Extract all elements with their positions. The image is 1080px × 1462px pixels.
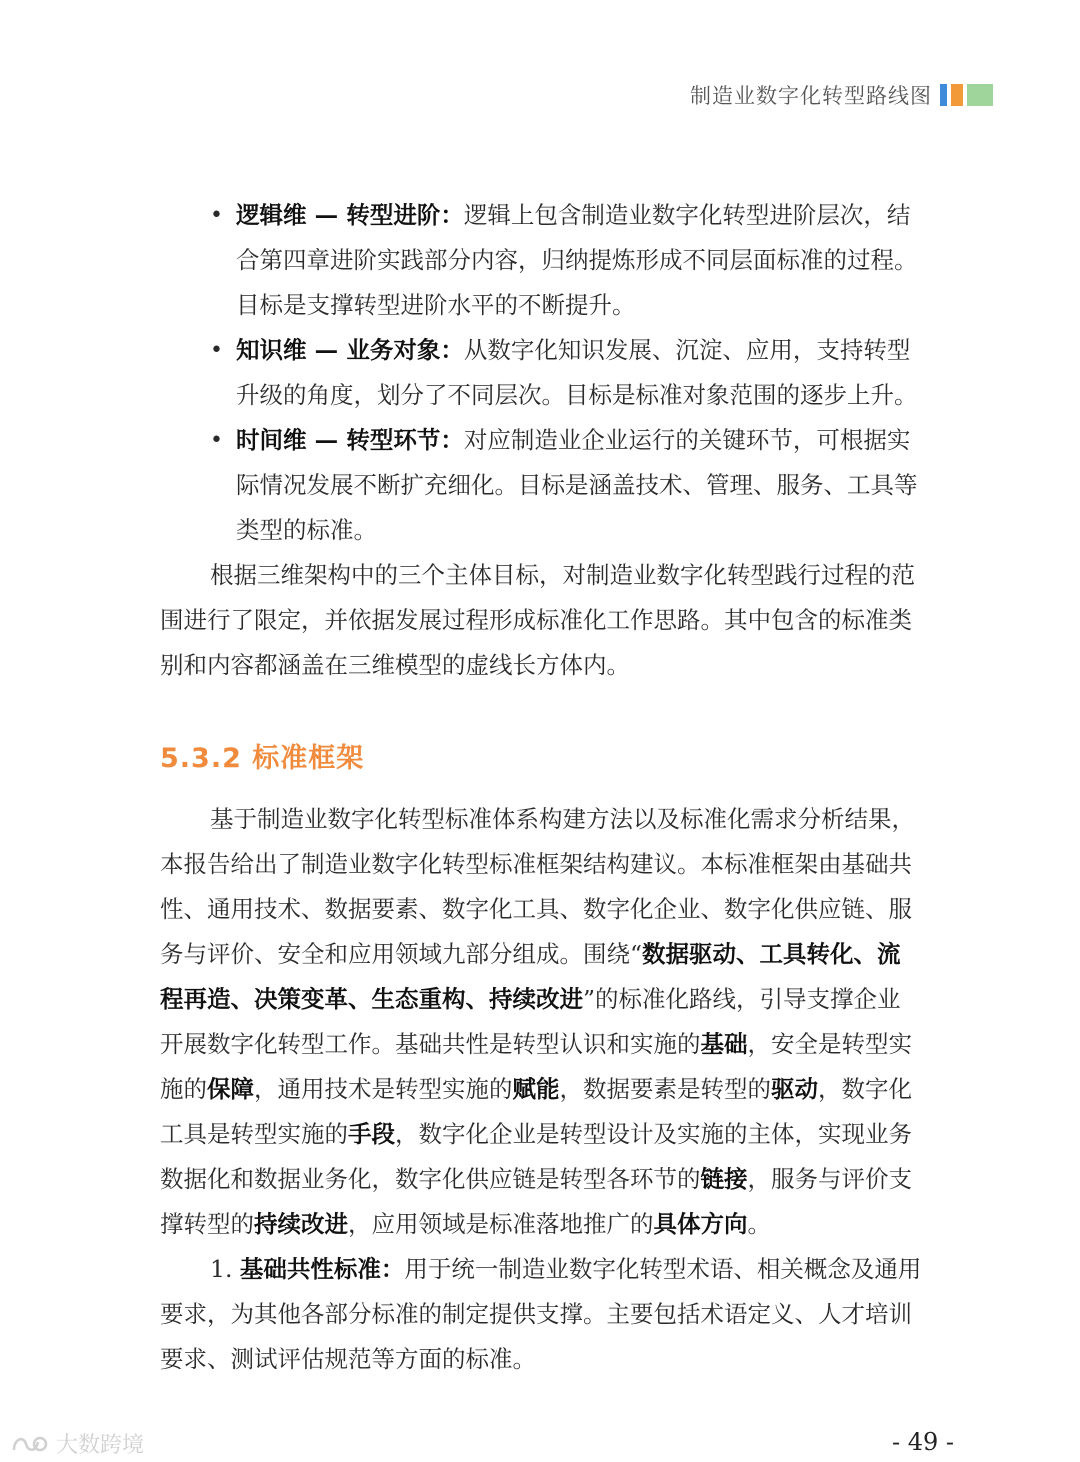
orange-bar xyxy=(951,84,963,106)
framework-paragraph xyxy=(160,797,955,1247)
paragraph-line: 1. 基础共性标准：用于统一制造业数字化转型术语、相关概念及通用 xyxy=(210,1255,922,1283)
bullet-text: 类型的标准。 xyxy=(236,516,377,544)
watermark-logo-icon xyxy=(10,1432,50,1456)
paragraph-line: 工具是转型实施的手段，数字化企业是转型设计及实施的主体，实现业务 xyxy=(160,1120,912,1148)
summary-paragraph xyxy=(160,553,955,688)
bullet-term: 逻辑维 — 转型进阶： xyxy=(236,201,464,229)
bullet-term: 时间维 — 转型环节： xyxy=(236,426,464,454)
paragraph-line: 开展数字化转型工作。基础共性是转型认识和实施的基础，安全是转型实 xyxy=(160,1030,912,1058)
paragraph-line: 根据三维架构中的三个主体目标，对制造业数字化转型践行过程的范 xyxy=(210,561,915,589)
watermark-text: 大数跨境 xyxy=(56,1433,145,1458)
body-text-bottom xyxy=(160,797,955,1382)
paragraph-line: 性、通用技术、数据要素、数字化工具、数字化企业、数字化供应链、服 xyxy=(160,895,912,923)
bullet-term: 知识维 — 业务对象： xyxy=(236,336,464,364)
bullet-knowledge-dimension xyxy=(160,328,955,418)
bullet-icon: • xyxy=(210,203,223,228)
paragraph-line: 基于制造业数字化转型标准体系构建方法以及标准化需求分析结果， xyxy=(210,805,915,833)
section-heading: 5.3.2 标准框架 xyxy=(160,743,365,774)
running-title: 制造业数字化转型路线图 xyxy=(690,84,932,108)
bullet-logic-dimension xyxy=(160,193,955,328)
bullet-text: 升级的角度，划分了不同层次。目标是标准对象范围的逐步上升。 xyxy=(236,381,918,409)
watermark xyxy=(10,1428,144,1459)
paragraph-line: 要求、测试评估规范等方面的标准。 xyxy=(160,1345,536,1373)
green-bar xyxy=(967,84,993,106)
page-number: - 49 - xyxy=(892,1428,955,1456)
bullet-text: 从数字化知识发展、沉淀、应用，支持转型 xyxy=(463,336,911,364)
paragraph-line: 围进行了限定，并依据发展过程形成标准化工作思路。其中包含的标准类 xyxy=(160,606,912,634)
paragraph-line: 别和内容都涵盖在三维模型的虚线长方体内。 xyxy=(160,651,630,679)
body-text-top xyxy=(160,193,955,688)
bullet-text: 逻辑上包含制造业数字化转型进阶层次，结 xyxy=(463,201,911,229)
paragraph-line: 要求，为其他各部分标准的制定提供支撑。主要包括术语定义、人才培训 xyxy=(160,1300,912,1328)
bullet-text: 目标是支撑转型进阶水平的不断提升。 xyxy=(236,291,636,319)
paragraph-line: 施的保障，通用技术是转型实施的赋能，数据要素是转型的驱动，数字化 xyxy=(160,1075,912,1103)
blue-bar xyxy=(940,84,947,106)
bullet-icon: • xyxy=(210,338,223,363)
bullet-text: 际情况发展不断扩充细化。目标是涵盖技术、管理、服务、工具等 xyxy=(236,471,918,499)
paragraph-line: 程再造、决策变革、生态重构、持续改进”的标准化路线，引导支撑企业 xyxy=(160,985,901,1013)
paragraph-line: 撑转型的持续改进，应用领域是标准落地推广的具体方向。 xyxy=(160,1210,771,1238)
paragraph-line: 数据化和数据业务化，数字化供应链是转型各环节的链接，服务与评价支 xyxy=(160,1165,912,1193)
bullet-text: 对应制造业企业运行的关键环节，可根据实 xyxy=(463,426,911,454)
bullet-icon: • xyxy=(210,428,223,453)
item-1-basic-common-standards xyxy=(160,1247,955,1382)
paragraph-line: 务与评价、安全和应用领域九部分组成。围绕“数据驱动、工具转化、流 xyxy=(160,940,901,968)
bullet-time-dimension xyxy=(160,418,955,553)
paragraph-line: 本报告给出了制造业数字化转型标准框架结构建议。本标准框架由基础共 xyxy=(160,850,912,878)
bullet-text: 合第四章进阶实践部分内容，归纳提炼形成不同层面标准的过程。 xyxy=(236,246,918,274)
running-header xyxy=(690,80,993,110)
header-color-bars xyxy=(940,84,993,106)
